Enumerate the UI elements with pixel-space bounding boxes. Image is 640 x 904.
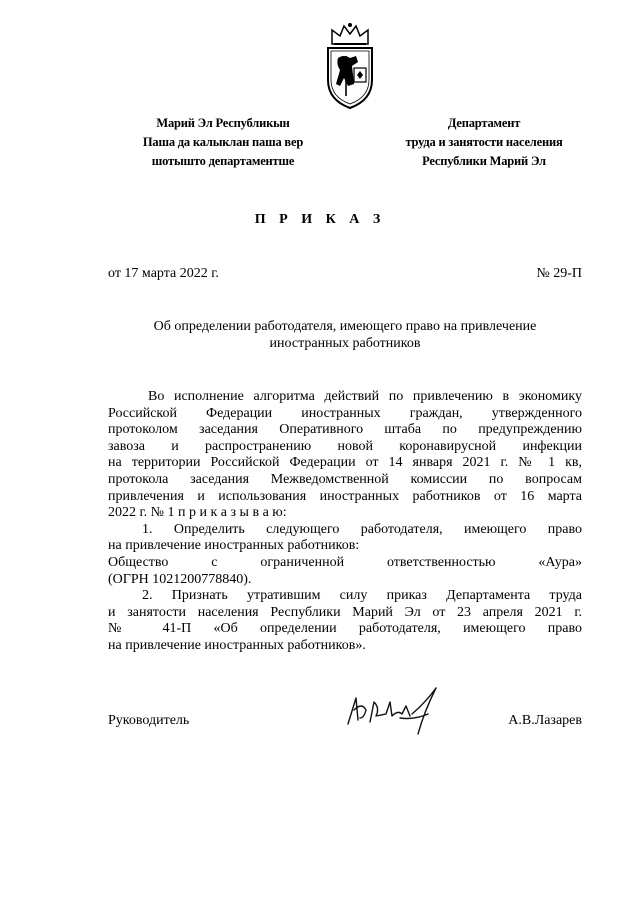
header-right-line-3: Республики Марий Эл bbox=[422, 154, 546, 168]
document-title: П Р И К А З bbox=[254, 212, 386, 227]
document-body bbox=[108, 389, 582, 655]
header-left-line-3: шотышто департаментше bbox=[151, 154, 295, 168]
body-line: (ОГРН 1021200778840). bbox=[108, 571, 252, 587]
body-line: протокола заседания Межведомственной комиссии по вопросам bbox=[108, 471, 582, 487]
signatory-position: Руководитель bbox=[108, 713, 190, 728]
header-left bbox=[118, 114, 328, 171]
document-number: № 29-П bbox=[536, 266, 582, 281]
header-right-line-1: Департамент bbox=[447, 116, 521, 130]
subject-line-2: иностранных работников bbox=[269, 336, 421, 351]
body-line: на привлечение иностранных работников: bbox=[108, 538, 360, 554]
body-line: протоколом заседания Оперативного штаба по предупреждению bbox=[108, 422, 582, 438]
body-line: № 41-П «Об определении работодателя, имеющего право bbox=[108, 621, 582, 637]
header-left-line-1: Марий Эл Республикын bbox=[156, 116, 290, 130]
body-line: 2022 г. № 1 п р и к а з ы в а ю: bbox=[108, 505, 287, 521]
header-right bbox=[370, 114, 598, 171]
body-line: Общество с ограниченной ответственностью «Аура» bbox=[108, 554, 582, 570]
coat-of-arms-icon bbox=[322, 22, 378, 112]
header-left-line-2: Паша да калыклан паша вер bbox=[142, 135, 304, 149]
document-subject bbox=[108, 318, 582, 352]
body-line: завоза и распространению новой коронавирусной инфекции bbox=[108, 438, 582, 454]
body-line: и занятости населения Республики Марий Эл от 23 апреля 2021 г. bbox=[108, 604, 582, 620]
document-date: от 17 марта 2022 г. bbox=[108, 266, 219, 281]
body-line: Во исполнение алгоритма действий по привлечению в экономику bbox=[148, 389, 582, 404]
body-line: Российской Федерации иностранных граждан, утвержденного bbox=[108, 405, 582, 421]
handwritten-signature bbox=[340, 684, 450, 738]
body-line: 2. Признать утратившим силу приказ Департамента труда bbox=[142, 588, 582, 604]
header-right-line-2: труда и занятости населения bbox=[405, 135, 563, 149]
body-line: на привлечение иностранных работников». bbox=[108, 637, 366, 653]
body-line: привлечения и использования иностранных работников от 16 марта bbox=[108, 488, 582, 504]
signatory-name: А.В.Лазарев bbox=[508, 713, 582, 728]
body-line: на территории Российской Федерации от 14 января 2021 г. № 1 кв, bbox=[108, 455, 582, 471]
body-line: 1. Определить следующего работодателя, имеющего право bbox=[142, 521, 582, 537]
subject-line-1: Об определении работодателя, имеющего право на привлечение bbox=[153, 319, 537, 334]
